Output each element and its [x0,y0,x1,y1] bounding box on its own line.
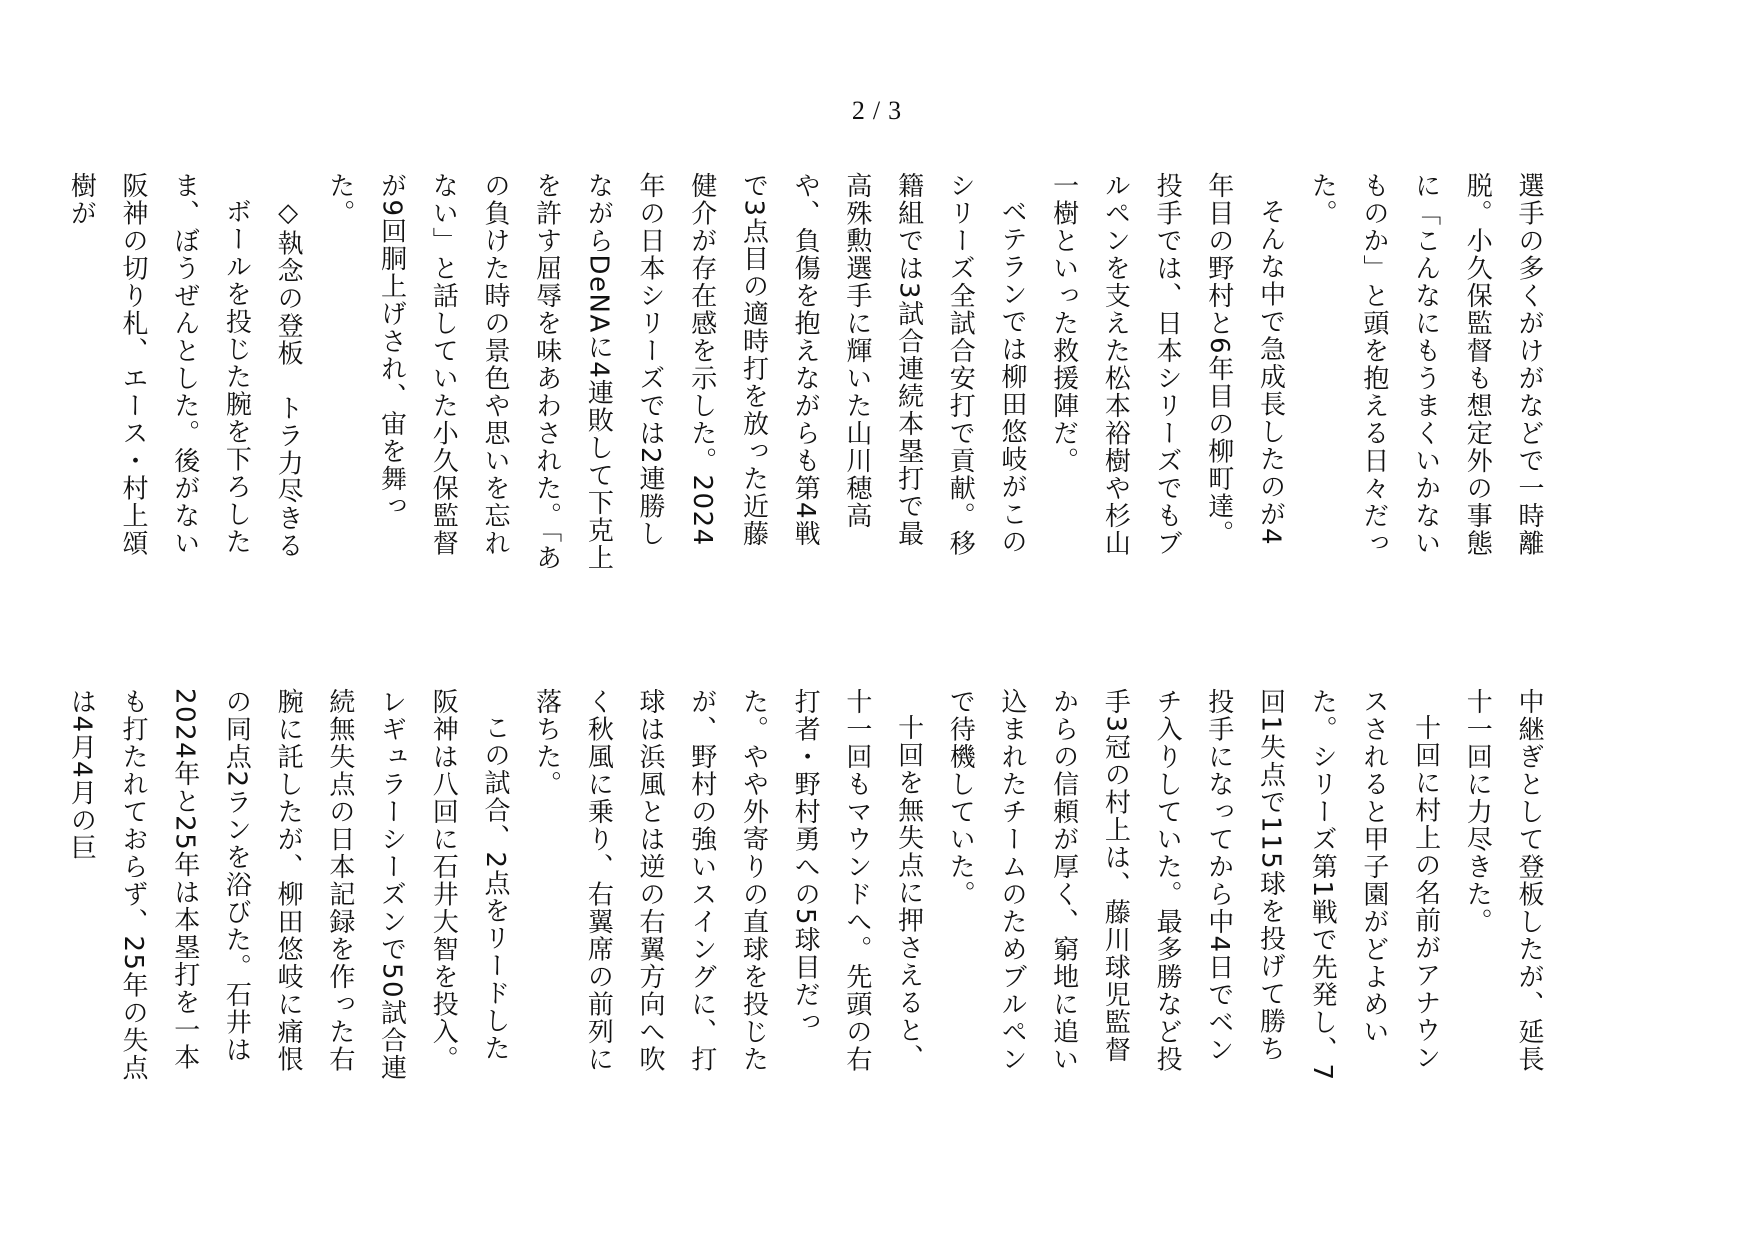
paragraph: ボールを投じた腕を下ろしたま、ぼうぜんとした。後がない阪神の切り札、エース・村上頌樹が [66,172,252,557]
page-separator: / [872,96,883,125]
paragraph: ベテランでは柳田悠岐がこのシリーズ全試合安打で貢献。移籍組では3試合連続本塁打で最高殊勲選手に輝いた山川穂高や、負傷を抱えながらも第4戦で3点目の適時打を放った近藤健介が存在感を示した。2024年の日本シリーズでは2連勝しながらDeNAに4連敗して下克上を許す屈辱を味あわされた。「あの負けた時の景色や思いを忘れない」と話していた小久保監督が9回胴上げされ、宙を舞った。 [324,172,1027,572]
article-text-upper [66,172,1554,572]
paragraph: 選手の多くがけがなどで一時離脱。小久保監督も想定外の事態に「こんなにもうまくいかないものか」と頭を抱える日々だった。 [1307,172,1544,557]
page-total: 3 [888,96,904,125]
page-current: 2 [851,96,867,125]
paragraph: 十回に村上の名前がアナウンスされると甲子園がどよめいた。シリーズ第1戦で先発し、7回1失点で115球を投げて勝ち投手になってから中4日でベンチ入りしていた。最多勝など投手3冠の村上は、藤川球児監督からの信頼が厚く、窮地に追い込まれたチームのためブルペンで待機していた。 [945,688,1441,1082]
paragraph: 十回を無失点に押さえると、十一回もマウンドへ。先頭の右打者・野村勇への5球目だった。やや外寄りの直球を投じたが、野村の強いスイングに、打球は浜風とは逆の右翼方向へ吹く秋風に乗り、右翼席の前列に落ちた。 [531,688,924,1073]
paragraph: この試合、2点をリードした阪神は八回に石井大智を投入。レギュラーシーズンで50試合連続無失点の日本記録を作った右腕に託したが、柳田悠岐に痛恨の同点2ランを浴びた。石井は2024年と25年は本塁打を一本も打たれておらず、25年の失点は4月4月の巨 [66,688,510,1082]
paragraph: そんな中で急成長したのが4年目の野村と6年目の柳町達。投手では、日本シリーズでもブルペンを支えた松本裕樹や杉山一樹といった救援陣だ。 [1048,172,1286,557]
paragraph: 中継ぎとして登板したが、延長十一回に力尽きた。 [1462,688,1544,1073]
article-text-lower [66,688,1554,1088]
section-heading: ◇執念の登板 トラ力尽きる [273,198,304,560]
page-number [0,96,1755,126]
